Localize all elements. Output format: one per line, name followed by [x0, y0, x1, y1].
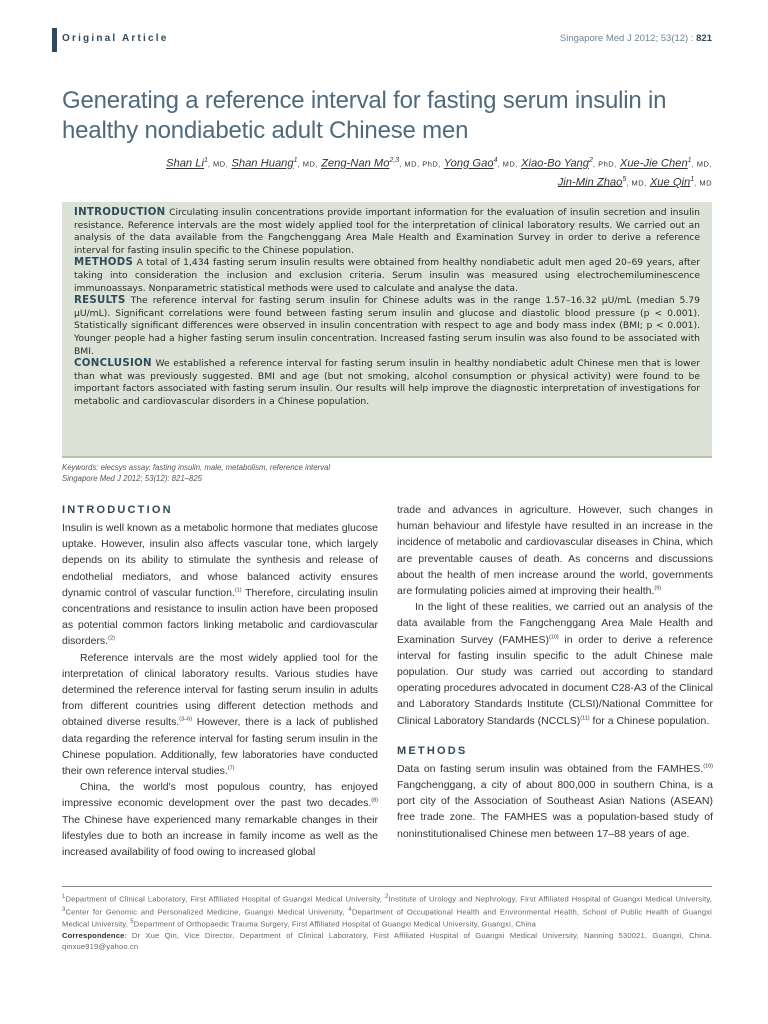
author-degree: , MD,	[207, 159, 229, 169]
body-text: The Chinese have experienced many remarkable changes in their lifestyles due to both an increase in family income as well as the increased availability of food owing to increased global	[62, 813, 378, 859]
journal-citation: Singapore Med J 2012; 53(12) :	[559, 33, 694, 44]
body-paragraph	[62, 779, 378, 860]
affiliation-text: Center for Genomic and Personalized Medicine, Guangxi Medical University,	[65, 907, 349, 917]
abstract-heading: INTRODUCTION	[74, 207, 166, 218]
author-name: Xue-Jie Chen	[619, 157, 688, 170]
affiliation-number: 1	[62, 894, 66, 900]
abstract-text: We established a reference interval for fasting serum insulin in healthy nondiabetic adult Chinese men that is lower than what was previously suggested. BMI and age (but not smoking, alcohol consumption or physical activity) were found to be important factors associated with fasting serum insulin. Our results will help improve the diagnostic interpretation of investigations for metabolic and cardiovascular disorders in a Chinese population.	[74, 358, 701, 407]
body-text: for a Chinese population.	[589, 714, 710, 727]
body-column-left	[62, 502, 378, 860]
body-text: in order to derive a reference interval for fasting insulin specific to the adult Chinese male population. Our study was carried out according to standard operating procedures advocated in document C28-A3 of the Clinical and Laboratory Standards Institute (CLSI)/National Committee for Clinical Laboratory Standards (NCCLS)	[397, 633, 713, 727]
body-column-right	[397, 502, 713, 842]
author-degree: , MD,	[691, 159, 712, 169]
body-text: However, there is a lack of published data regarding the reference interval for fasting serum insulin in the Chinese population. Additionally, few laboratories have conducted their own reference interval studies.	[62, 716, 378, 778]
author-affiliation: 2	[589, 157, 593, 164]
author-degree: , MD	[694, 178, 712, 188]
author-name: Yong Gao	[443, 157, 494, 170]
affiliation-text: Institute of Urology and Nephrology, First Affiliated Hospital of Guangxi Medical University,	[388, 894, 712, 904]
author-affiliation: 2,3	[389, 157, 400, 164]
abstract-text: A total of 1,434 fasting serum insulin results were obtained from healthy nondiabetic adult men aged 20–69 years, after taking into consideration the inclusion and exclusion criteria. Serum insulin was measured using electrochemiluminescence immunoassays. Nonparametric statistical methods were used to calculate and analyse the data.	[74, 257, 701, 294]
affiliation-number: 4	[348, 906, 352, 913]
body-text: In the light of these realities, we carried out an analysis of the data available from the Fangchenggang Area Male Health and Examination Survey (FAMHES)	[397, 601, 713, 646]
author-affiliation: 5	[622, 175, 627, 183]
footnotes	[62, 892, 712, 953]
citation-ref: (1)	[234, 587, 242, 594]
abstract-section	[74, 358, 700, 408]
citation-ref: (10)	[703, 763, 713, 770]
author-name: Shan Li	[166, 157, 204, 170]
affiliation-number: 3	[62, 906, 66, 913]
author-name: Jin-Min Zhao	[557, 176, 623, 189]
affiliation-text: Department of Occupational Health and Environmental Health, School of Public Health of Guangxi Medical University,	[62, 907, 712, 929]
author-name: Zeng-Nan Mo	[321, 157, 390, 170]
abstract-section	[74, 257, 700, 295]
affiliation-number: 5	[130, 919, 134, 926]
citation-ref: (10)	[548, 634, 559, 641]
footnote-divider	[62, 886, 712, 887]
keywords-block	[62, 462, 712, 484]
page-number: 821	[696, 33, 712, 44]
correspondence-label: Correspondence	[62, 931, 125, 941]
abstract-text: Circulating insulin concentrations provide important information for the evaluation of insulin secretion and insulin resistance. Reference intervals are the most widely applied tool for the interpretation of clinical laboratory results. We carried out an analysis of the data available from the Fangchenggang Area Male Health and Examination Survey in order to derive a reference interval for fasting insulin specific to the Chinese population.	[74, 207, 700, 256]
citation: Singapore Med J 2012; 53(12): 821–825	[62, 474, 203, 483]
abstract-heading: RESULTS	[74, 295, 126, 307]
body-text: China, the world's most populous country, has enjoyed impressive economic development over the past two decades.	[62, 781, 378, 810]
body-paragraph	[62, 520, 378, 650]
citation-ref: (8)	[371, 797, 378, 804]
author-affiliation: 1	[690, 175, 695, 183]
affiliation-text: Department of Clinical Laboratory, First Affiliated Hospital of Guangxi Medical University,	[65, 894, 386, 904]
keywords: Keywords: elecsys assay, fasting insulin, male, metabolism, reference interval	[62, 463, 331, 472]
body-text: Data on fasting serum insulin was obtained from the FAMHES.	[397, 762, 704, 775]
abstract-heading: METHODS	[74, 257, 134, 269]
affiliation-number: 2	[385, 894, 389, 900]
author-degree: , PhD,	[592, 159, 617, 169]
author-name: Shan Huang	[231, 157, 294, 170]
abstract-section	[74, 207, 700, 257]
body-paragraph	[397, 599, 713, 729]
citation-ref: (3–6)	[179, 716, 193, 723]
author-affiliation: 4	[493, 157, 498, 164]
body-text: Insulin is well known as a metabolic hormone that mediates glucose uptake. However, insulin also affects vascular tone, which largely depends on its ability to stimulate the synthesis and release of endothelial mediators, and whose balanced activity ensures dynamic control of vascular function.	[62, 522, 378, 599]
body-text: Reference intervals are the most widely applied tool for the interpretation of clinical laboratory results. Various studies have determined the reference interval for fasting serum insulin in adults from different countries using different detection methods and obtained diverse results.	[62, 651, 378, 729]
affiliations	[62, 892, 712, 930]
citation-ref: (9)	[654, 585, 662, 592]
author-degree: , MD, PhD,	[399, 159, 441, 169]
author-degree: , MD,	[626, 178, 647, 188]
author-degree: , MD,	[497, 159, 518, 169]
affiliation-text: Department of Orthopaedic Trauma Surgery, First Affiliated Hospital of Guangxi Medical University, Guangxi, China	[133, 920, 537, 929]
body-paragraph	[62, 650, 378, 780]
journal-reference	[560, 33, 712, 44]
section-heading: INTRODUCTION	[62, 504, 173, 516]
author-degree: , MD,	[297, 159, 318, 169]
citation-ref: (11)	[580, 715, 590, 722]
body-text: Fangchenggang, a city of about 800,000 in southern China, is a port city of the Association of Southeast Asian Nations (ASEAN) free trade zone. The FAMHES was a population-based study of noninstitutionalised Chinese men between 17–88 years of age.	[397, 779, 713, 840]
header-accent-bar	[52, 28, 57, 52]
article-title: Generating a reference interval for fasting serum insulin in healthy nondiabetic adult Chinese men	[62, 87, 667, 144]
body-text: trade and advances in agriculture. However, such changes in human behaviour and lifestyle have resulted in an increase in the incidence of metabolic and cardiovascular diseases in China, which are preventable causes of death. As concerns and discussions about the health of men increase around the world, governments are formulating policies aimed at improving their health.	[397, 504, 713, 598]
abstract-divider	[62, 456, 712, 458]
abstract-text: The reference interval for fasting serum insulin for Chinese adults was in the range 1.57–16.32 μU/mL (median 5.79 μU/mL). Significant correlations were found between fasting serum insulin and glucose and diastolic blood pressure (p < 0.001). Statistically significant differences were observed in insulin concentration with respect to age and body mass index (BMI; p < 0.001). Younger people had a higher fasting serum insulin concentration. Increased fasting serum insulin was also found to be associated with BMI.	[74, 295, 701, 357]
author-affiliation: 1	[687, 157, 692, 164]
abstract-box	[62, 202, 712, 456]
author-list	[52, 153, 712, 190]
correspondence-text: : Dr Xue Qin, Vice Director, Department of Clinical Laboratory, First Affiliated Hospital of Guangxi Medical University, Nanning 530021, Guangxi, China. qinxue919@yahoo.cn	[62, 931, 712, 952]
body-paragraph	[397, 761, 713, 842]
correspondence	[62, 930, 712, 952]
author-affiliation: 1	[293, 157, 298, 164]
body-paragraph	[397, 502, 713, 599]
author-affiliation: 1	[203, 157, 208, 164]
body-text: Therefore, circulating insulin concentrations and resistance to insulin action have been proposed as potential common factors linking metabolic and cardiovascular disorders.	[62, 586, 378, 648]
citation-ref: (2)	[108, 635, 115, 642]
abstract-heading: CONCLUSION	[74, 358, 152, 370]
author-name: Xiao-Bo Yang	[521, 157, 590, 170]
abstract-section	[74, 295, 700, 358]
section-label: Original Article	[62, 33, 169, 44]
citation-ref: (7)	[227, 765, 235, 772]
author-name: Xue Qin	[649, 176, 691, 189]
section-heading: METHODS	[397, 744, 468, 757]
